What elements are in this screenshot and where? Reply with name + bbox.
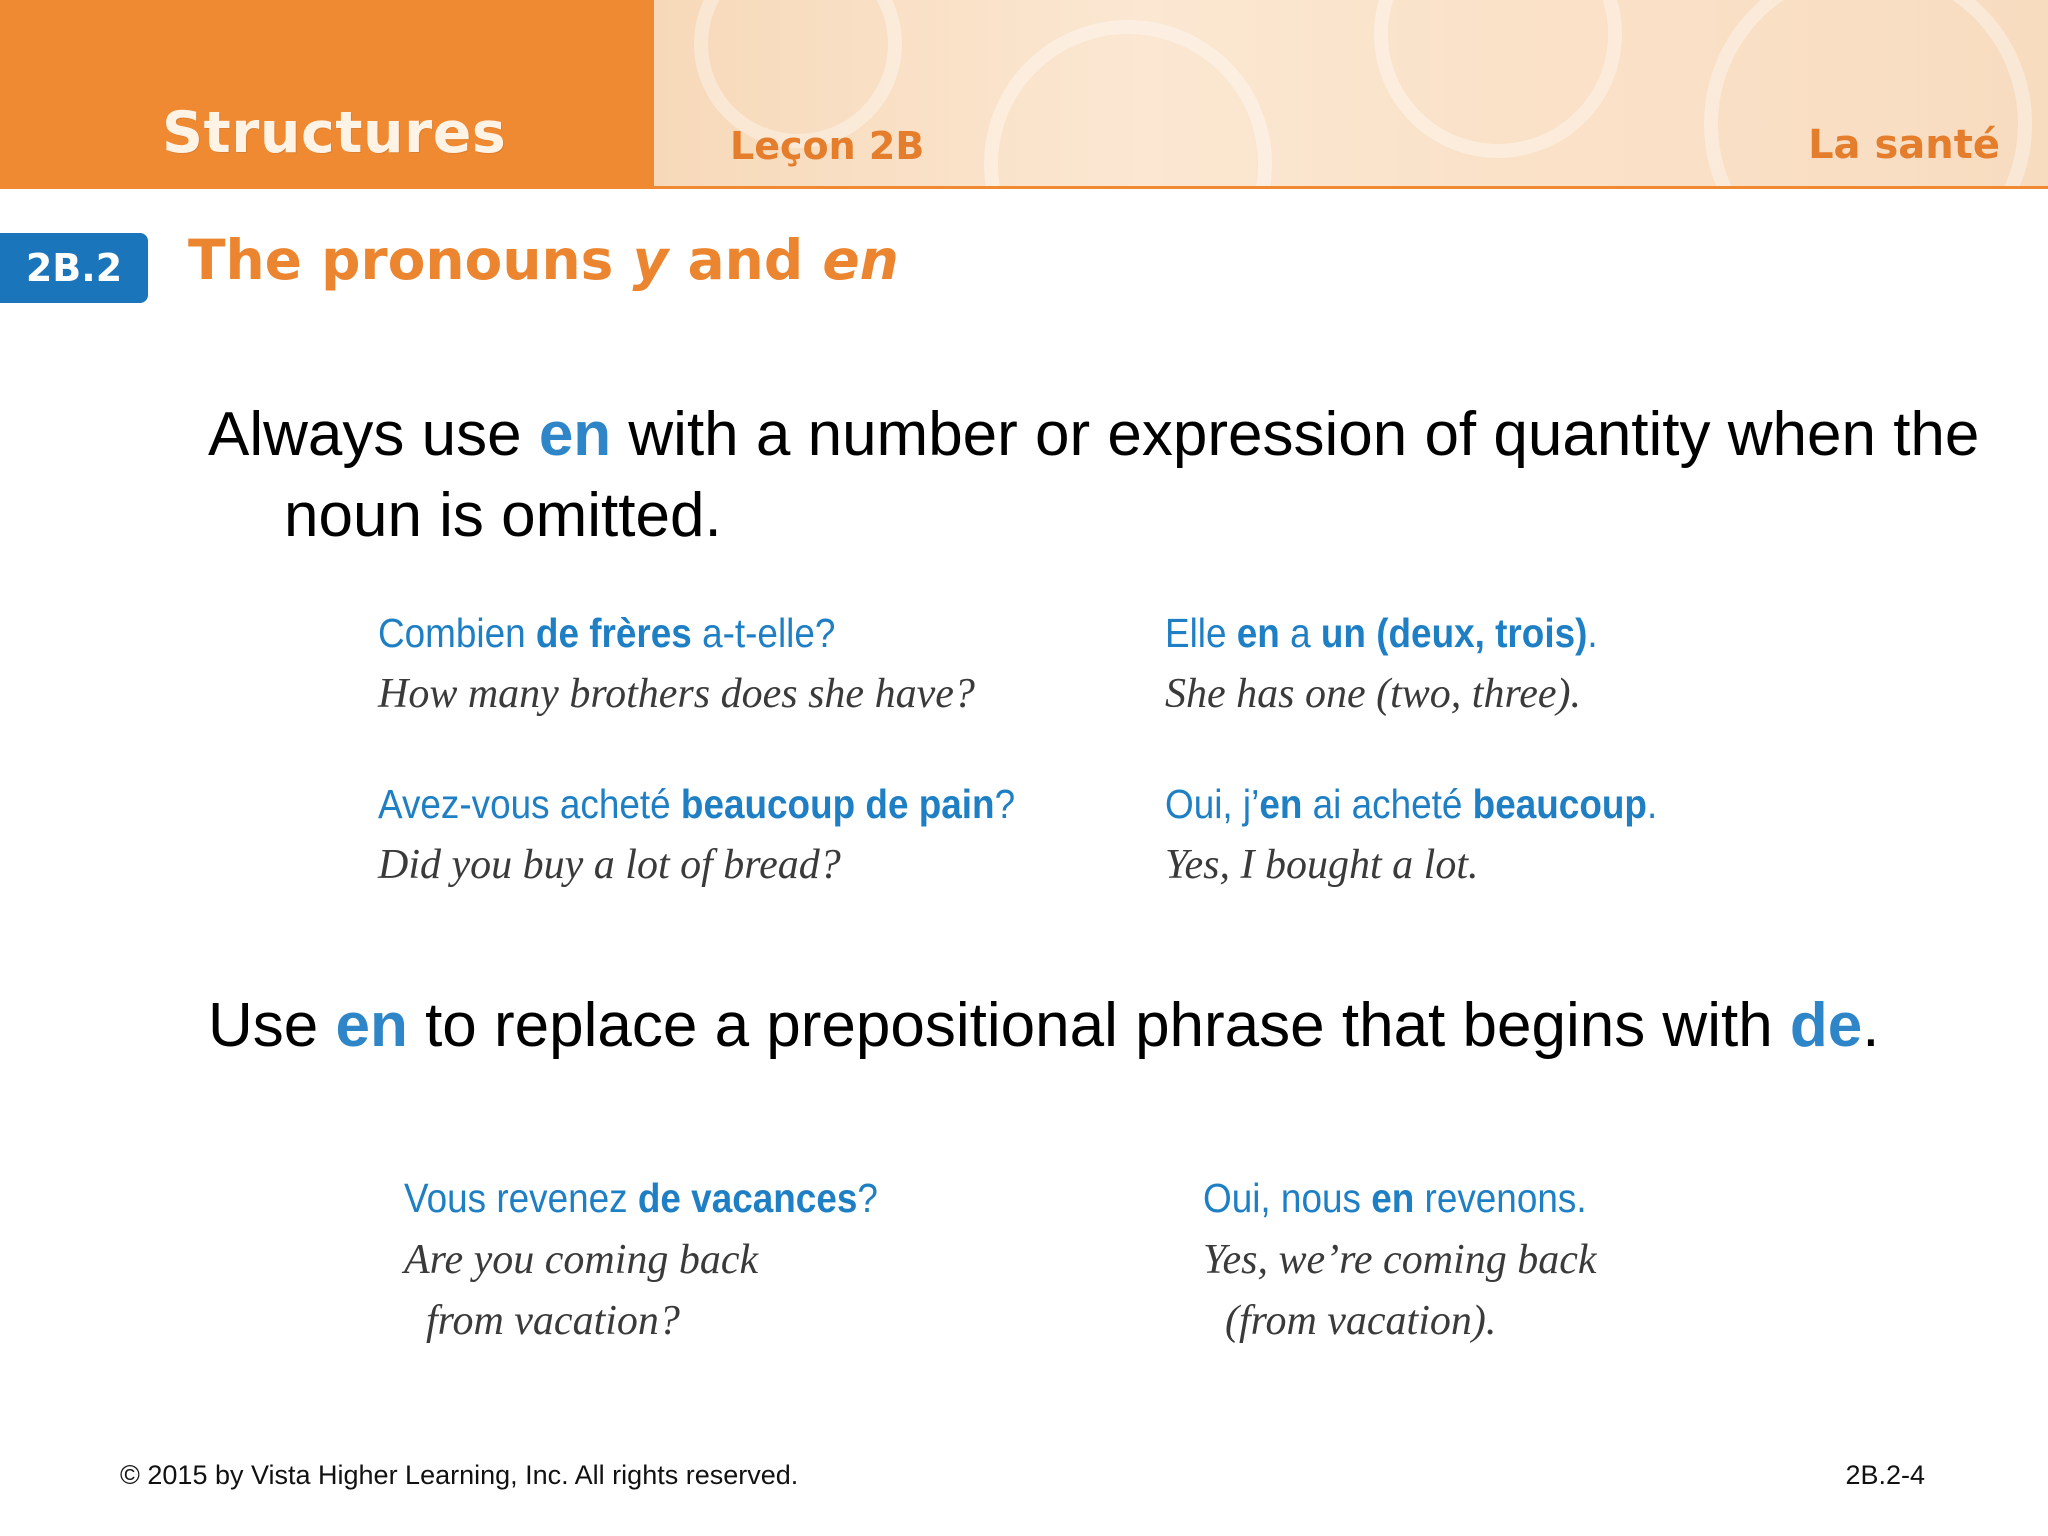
example-question: Avez-vous acheté beaucoup de pain?: [378, 781, 1016, 827]
grammar-rule-de-phrase: Use en to replace a prepositional phrase that begins with de.: [208, 991, 1880, 1060]
example-answer-translation: She has one (two, three).: [1165, 671, 1582, 717]
lesson-label: Leçon 2B: [730, 124, 925, 168]
example-answer-translation-cont: (from vacation).: [1225, 1298, 1497, 1344]
example-question: Combien de frères a-t-elle?: [378, 610, 836, 656]
header-banner: [0, 0, 2048, 189]
example-answer: Elle en a un (deux, trois).: [1165, 610, 1598, 656]
example-question-translation: Did you buy a lot of bread?: [378, 842, 841, 888]
example-question-translation-cont: from vacation?: [426, 1298, 680, 1344]
example-answer: Oui, nous en revenons.: [1203, 1175, 1587, 1221]
example-answer-translation: Yes, I bought a lot.: [1165, 842, 1479, 888]
copyright-notice: © 2015 by Vista Higher Learning, Inc. All rights reserved.: [120, 1460, 799, 1490]
example-question-translation: How many brothers does she have?: [378, 671, 975, 717]
example-question-translation: Are you coming back: [404, 1237, 759, 1283]
example-answer: Oui, j’en ai acheté beaucoup.: [1165, 781, 1658, 827]
example-answer-translation: Yes, we’re coming back: [1203, 1237, 1597, 1283]
section-heading: Structures: [162, 100, 507, 166]
example-question: Vous revenez de vacances?: [404, 1175, 878, 1221]
slide-number: 2B.2-4: [1845, 1460, 1925, 1490]
theme-label: La santé: [1808, 122, 2000, 168]
banner-divider: [0, 186, 2048, 189]
page-title: The pronouns y and en: [188, 228, 899, 292]
grammar-rule-quantity: Always use en with a number or expression of quantity when the noun is omitted.: [208, 400, 1980, 550]
topic-number-badge: 2B.2: [0, 233, 148, 303]
